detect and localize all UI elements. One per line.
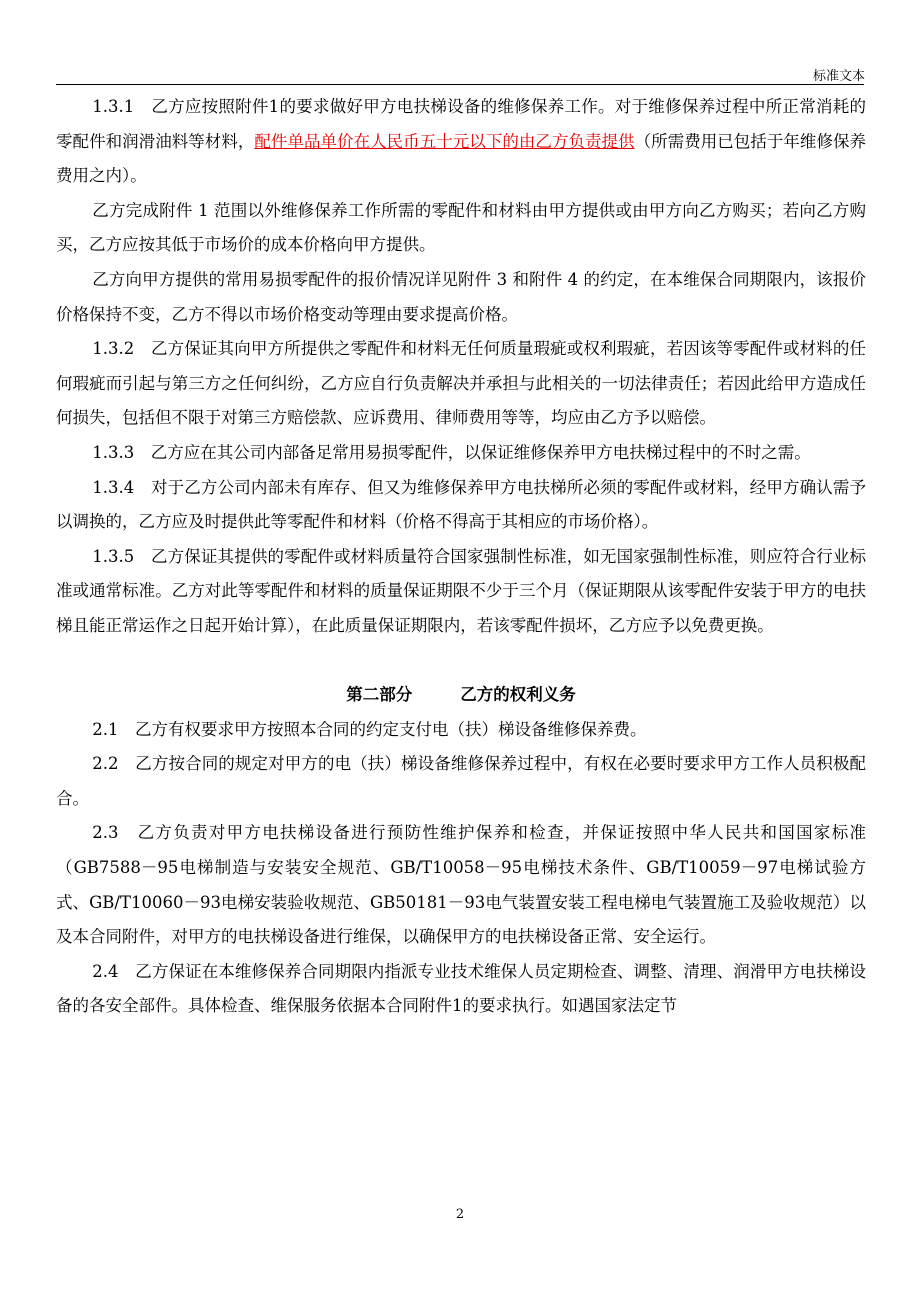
clause-1-3-4: 1.3.4 对于乙方公司内部未有库存、但又为维修保养甲方电扶梯所必须的零配件或材料，经甲方确认需予以调换的，乙方应及时提供此等零配件和材料（价格不得高于其相应的市场价格）。 bbox=[56, 477, 866, 532]
clause-2-3: 2.3 乙方负责对甲方电扶梯设备进行预防性维护保养和检查，并保证按照中华人民共和国国家标准（GB7588－95电梯制造与安装安全规范、GB/T10058－95电梯技术条件、GB/T10059－97电梯试验方式、GB/T10060－93电梯安装验收规范、GB50181－93电气装置安装工程电梯电气装置施工及验收规范）以及本合同附件，对甲方的电扶梯设备进行维保，以确保甲方的电扶梯设备正常、安全运行。 bbox=[56, 823, 866, 947]
clause-1-3-1-para-3: 乙方向甲方提供的常用易损零配件的报价情况详见附件 3 和附件 4 的约定，在本维保合同期限内，该报价价格保持不变，乙方不得以市场价格变动等理由要求提高价格。 bbox=[56, 269, 866, 324]
clause-1-3-3: 1.3.3 乙方应在其公司内部备足常用易损零配件，以保证维修保养甲方电扶梯过程中的不时之需。 bbox=[92, 442, 811, 462]
clause-1-3-1-para-2: 乙方完成附件 1 范围以外维修保养工作所需的零配件和材料由甲方提供或由甲方向乙方购买；若向乙方购买，乙方应按其低于市场价的成本价格向甲方提供。 bbox=[56, 200, 866, 255]
clause-1-3-1-text-b: （所需费用已包括于年维修保养费用之内）。 bbox=[56, 131, 866, 186]
clause-1-3-5: 1.3.5 乙方保证其提供的零配件或材料质量符合国家强制性标准，如无国家强制性标准，则应符合行业标准或通常标准。乙方对此等零配件和材料的质量保证期限不少于三个月（保证期限从该零配件安装于甲方的电扶梯且能正常运作之日起开始计算），在此质量保证期限内，若该零配件损坏，乙方应予以免费更换。 bbox=[56, 546, 866, 635]
document-body bbox=[56, 90, 866, 1024]
clause-1-3-1-highlight: 配件单品单价在人民币五十元以下的由乙方负责提供 bbox=[254, 131, 635, 151]
clause-2-4: 2.4 乙方保证在本维修保养合同期限内指派专业技术维保人员定期检查、调整、清理、润滑甲方电扶梯设备的各安全部件。具体检查、维保服务依据本合同附件1的要求执行。如遇国家法定节 bbox=[56, 961, 866, 1016]
section-heading: 乙方的权利义务 bbox=[460, 685, 576, 705]
header-rule bbox=[56, 84, 864, 85]
clause-1-3-1 bbox=[56, 90, 866, 194]
page-number: 2 bbox=[455, 1207, 465, 1222]
clause-1-3-2: 1.3.2 乙方保证其向甲方所提供之零配件和材料无任何质量瑕疵或权利瑕疵，若因该等零配件或材料的任何瑕疵而引起与第三方之任何纠纷，乙方应自行负责解决并承担与此相关的一切法律责任；若因此给甲方造成任何损失，包括但不限于对第三方赔偿款、应诉费用、律师费用等等，均应由乙方予以赔偿。 bbox=[56, 339, 866, 428]
header-label: 标准文本 bbox=[812, 69, 865, 84]
clause-2-2: 2.2 乙方按合同的规定对甲方的电（扶）梯设备维修保养过程中，有权在必要时要求甲方工作人员积极配合。 bbox=[56, 754, 866, 808]
section-title bbox=[56, 678, 866, 713]
section-part: 第二部分 bbox=[346, 685, 413, 705]
clause-2-1: 2.1 乙方有权要求甲方按照本合同的约定支付电（扶）梯设备维修保养费。 bbox=[92, 719, 647, 739]
clause-1-3-1-text-a: 1.3.1 乙方应按照附件1的要求做好甲方电扶梯设备的维修保养工作。对于维修保养过程中所正常消耗的零配件和润滑油料等材料， bbox=[56, 97, 866, 151]
